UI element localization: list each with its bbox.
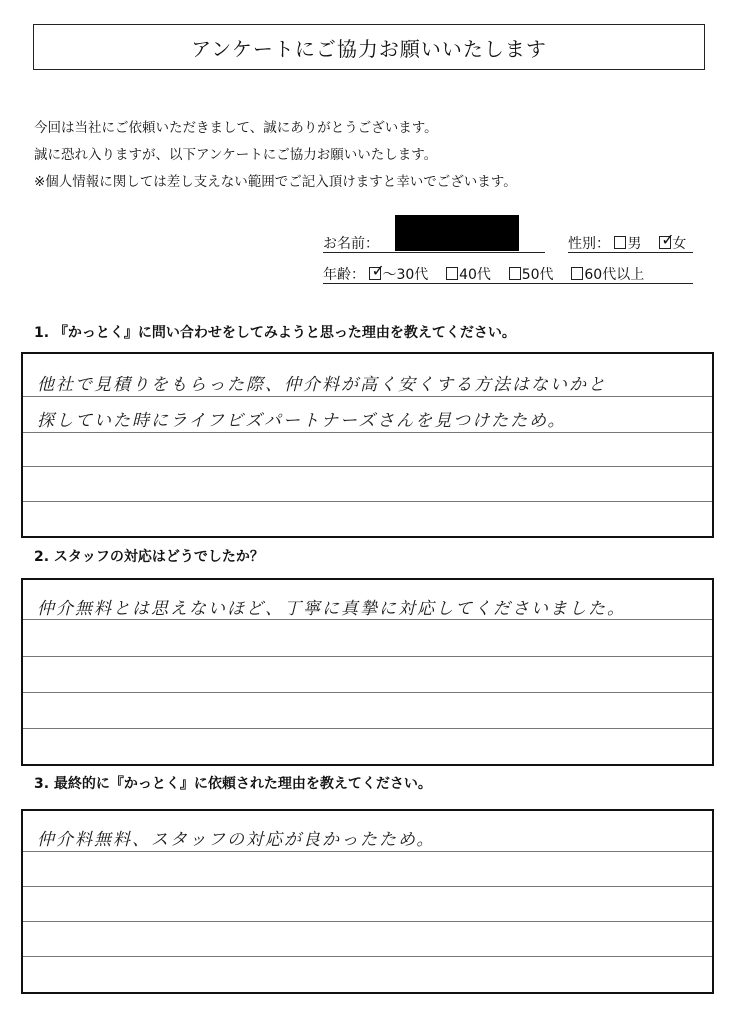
survey-title: アンケートにご協力お願いいたします bbox=[33, 24, 705, 70]
ruled-line bbox=[23, 728, 712, 729]
handwritten-answer: 他社で見積りをもらった際、仲介料が高く安くする方法はないかと bbox=[37, 375, 607, 395]
ruled-line bbox=[23, 501, 712, 502]
name-label: お名前： bbox=[323, 236, 379, 252]
answer-box-1[interactable] bbox=[21, 352, 714, 538]
answer-box-3[interactable] bbox=[21, 809, 714, 994]
age-40-label: 40代 bbox=[459, 267, 491, 283]
gender-male-checkbox[interactable] bbox=[614, 236, 626, 249]
age-60-label: 60代以上 bbox=[584, 267, 645, 283]
intro-line: ※個人情報に関しては差し支えない範囲でご記入頂けますと幸いでございます。 bbox=[34, 174, 517, 190]
name-underline bbox=[323, 252, 545, 253]
gender-label: 性別： bbox=[568, 236, 610, 252]
ruled-line bbox=[23, 619, 712, 620]
age-label: 年齢： bbox=[323, 267, 365, 283]
gender-male-label: 男 bbox=[627, 236, 642, 252]
age-50-label: 50代 bbox=[521, 267, 554, 283]
age-30-checkbox[interactable] bbox=[369, 261, 385, 280]
redacted-name bbox=[395, 215, 519, 251]
gender-female-checkbox[interactable] bbox=[659, 230, 675, 249]
check-mark-icon: ✓ bbox=[371, 261, 385, 280]
check-mark-icon: ✓ bbox=[661, 230, 675, 249]
age-underline bbox=[323, 283, 693, 284]
intro-line: 誠に恐れ入りますが、以下アンケートにご協力お願いいたします。 bbox=[34, 147, 438, 163]
question-3: 3. 最終的に『かっとく』に依頼された理由を教えてください。 bbox=[34, 776, 432, 792]
ruled-line bbox=[23, 656, 712, 657]
ruled-line bbox=[23, 432, 712, 433]
ruled-line bbox=[23, 921, 712, 922]
age-30-label: 〜30代 bbox=[382, 267, 429, 283]
gender-underline bbox=[568, 252, 693, 253]
ruled-line bbox=[23, 692, 712, 693]
age-field bbox=[323, 261, 645, 284]
ruled-line bbox=[23, 466, 712, 467]
ruled-line bbox=[23, 886, 712, 887]
age-60-checkbox[interactable] bbox=[571, 267, 583, 280]
intro-text bbox=[34, 115, 517, 196]
gender-field bbox=[568, 230, 687, 253]
age-40-checkbox[interactable] bbox=[446, 267, 458, 280]
gender-female-label: 女 bbox=[672, 236, 687, 252]
ruled-line bbox=[23, 956, 712, 957]
handwritten-answer: 探していた時にライフビズパートナーズさんを見つけたため。 bbox=[37, 411, 567, 431]
intro-line: 今回は当社にご依頼いただきまして、誠にありがとうございます。 bbox=[34, 120, 438, 136]
handwritten-answer: 仲介料無料、スタッフの対応が良かったため。 bbox=[37, 830, 436, 850]
ruled-line bbox=[23, 396, 712, 397]
question-1: 1. 『かっとく』に問い合わせをしてみようと思った理由を教えてください。 bbox=[34, 325, 516, 341]
question-2: 2. スタッフの対応はどうでしたか？ bbox=[34, 549, 264, 565]
ruled-line bbox=[23, 851, 712, 852]
answer-box-2[interactable] bbox=[21, 578, 714, 766]
age-50-checkbox[interactable] bbox=[509, 267, 521, 280]
handwritten-answer: 仲介無料とは思えないほど、丁寧に真摯に対応してくださいました。 bbox=[37, 599, 626, 619]
